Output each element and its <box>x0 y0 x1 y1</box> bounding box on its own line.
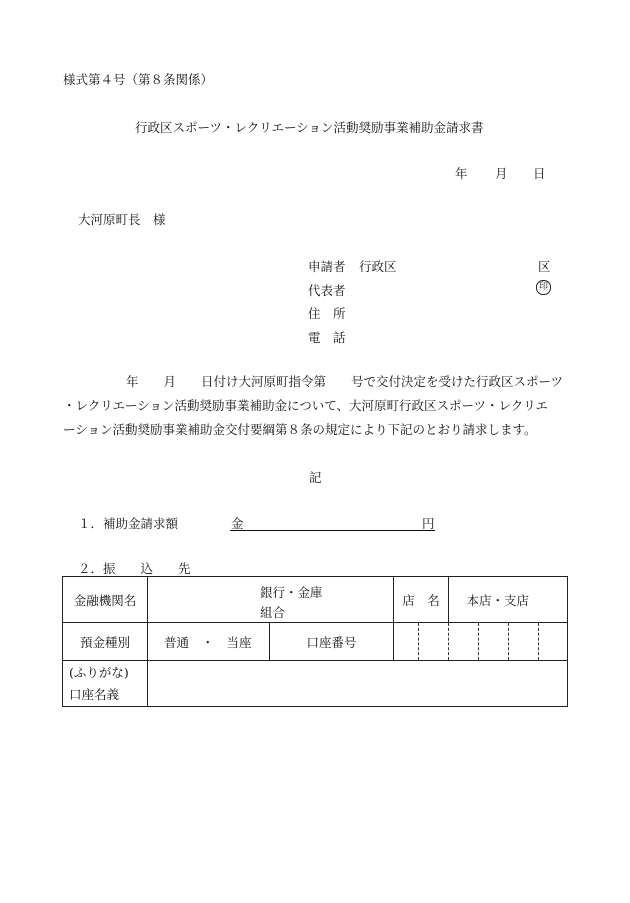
account-digit-2[interactable] <box>419 623 449 661</box>
account-number-label: 口座番号 <box>306 634 357 650</box>
account-digit-3[interactable] <box>449 623 479 661</box>
branch-name-cell[interactable] <box>449 577 568 623</box>
representative-label: 代表者 <box>308 283 346 298</box>
applicant-label: 申請者 <box>308 259 346 274</box>
ki-heading: 記 <box>309 470 322 485</box>
phone-label: 電 話 <box>308 330 346 345</box>
account-digit-4[interactable] <box>479 623 509 661</box>
document-title: 行政区スポーツ・レクリエーション活動奨励事業補助金請求書 <box>135 120 484 135</box>
amount-underline[interactable] <box>230 530 435 531</box>
body-line-1: 年 月 日付け大河原町指令第 号で交付決定を受けた行政区スポーツ <box>101 374 564 389</box>
institution-name-cell[interactable] <box>148 577 394 623</box>
ward-label: 行政区 <box>359 259 397 274</box>
branch-label: 店 名 <box>402 592 440 608</box>
item1-label: １．補助金請求額 <box>78 516 179 531</box>
deposit-options: 普通 ・ 当座 <box>164 634 252 650</box>
account-digit-1[interactable] <box>394 623 419 661</box>
account-digit-5[interactable] <box>509 623 539 661</box>
seal-mark: 印 <box>536 280 551 295</box>
kana-label: (ふりがな) <box>69 664 129 680</box>
date-month: 月 <box>495 166 508 181</box>
date-day: 日 <box>533 166 546 181</box>
request-body <box>63 370 573 442</box>
deposit-type-options-cell[interactable] <box>148 623 270 661</box>
bank-type-line2: 組合 <box>260 605 286 620</box>
bank-type-line1: 銀行・金庫 <box>260 585 323 600</box>
addressee: 大河原町長 様 <box>78 212 166 227</box>
amount-suffix: 円 <box>422 516 435 531</box>
amount-prefix: 金 <box>231 516 244 531</box>
ward-suffix: 区 <box>538 259 551 274</box>
address-label: 住 所 <box>308 306 346 321</box>
body-line-2: ・レクリエーション活動奨励事業補助金について、大河原町行政区スポーツ・レクリエ <box>63 398 549 413</box>
body-line-3: ーション活動奨励事業補助金交付要綱第８条の規定により下記のとおり請求します。 <box>63 422 537 437</box>
account-digit-6[interactable] <box>539 623 568 661</box>
branch-label-cell <box>394 577 449 623</box>
bank-transfer-table <box>62 576 568 707</box>
account-number-label-cell <box>270 623 394 661</box>
institution-label: 金融機関名 <box>73 592 137 608</box>
account-holder-name-cell[interactable] <box>148 661 568 707</box>
deposit-type-label-cell <box>63 623 148 661</box>
institution-label-cell <box>63 577 148 623</box>
date-year: 年 <box>455 166 468 181</box>
account-holder-label: 口座名義 <box>69 686 120 702</box>
form-number: 様式第４号（第８条関係） <box>63 72 214 87</box>
deposit-type-label: 預金種別 <box>79 634 130 650</box>
item2-label: ２．振 込 先 <box>78 561 191 576</box>
branch-type: 本店・支店 <box>466 592 530 608</box>
account-holder-label-cell <box>63 661 148 707</box>
